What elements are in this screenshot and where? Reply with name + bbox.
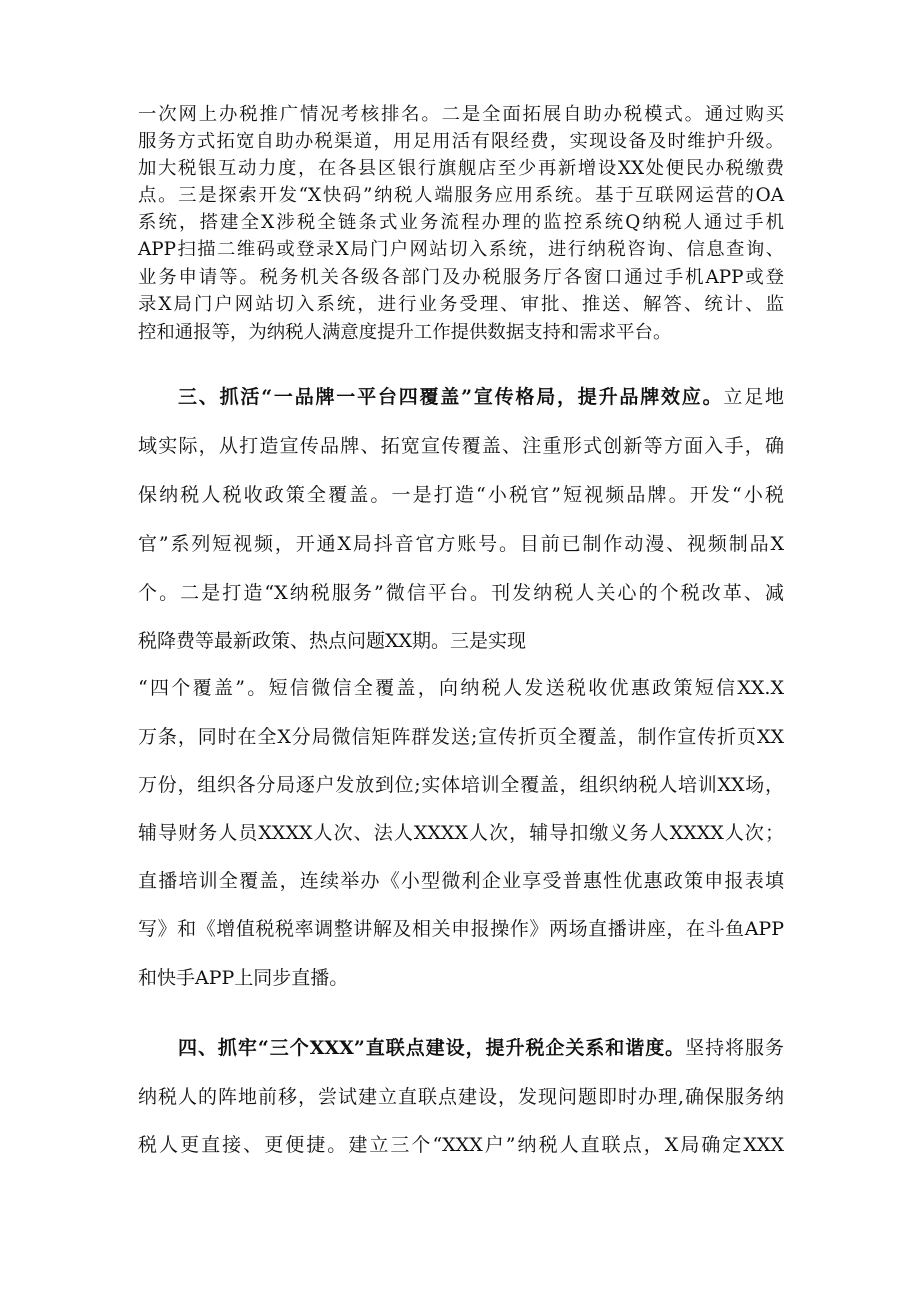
text-line: 和快手APP上同步直播。 <box>138 967 349 989</box>
section-4-heading: 四、抓牢“三个XXX”直联点建设，提升税企关系和谐度。 <box>178 1037 686 1059</box>
text-line: 一次网上办税推广情况考核排名。二是全面拓展自助办税模式。通过购买 <box>138 104 784 125</box>
text-line: 纳税人的阵地前移，尝试建立直联点建设，发现问题即时办理,确保服务纳 <box>138 1086 784 1108</box>
text-line: 税降费等最新政策、热点问题XX期。三是实现 <box>138 630 527 652</box>
text-line: 万条，同时在全X分局微信矩阵群发送;宣传折页全覆盖，制作宣传折页XX <box>138 726 784 748</box>
section-3-heading-tail: 立足地 <box>723 386 784 408</box>
text-line: 官”系列短视频，开通X局抖音官方账号。目前已制作动漫、视频制品X <box>138 533 784 555</box>
text-line: 系统，搭建全X涉税全链条式业务流程办理的监控系统Q纳税人通过手机 <box>138 212 784 233</box>
section-3-heading: 三、抓活“一品牌一平台四覆盖”宣传格局，提升品牌效应。 <box>178 386 724 408</box>
text-line: 保纳税人税收政策全覆盖。一是打造“小税官”短视频品牌。开发“小税 <box>138 484 784 506</box>
section-heading-line <box>178 1036 784 1060</box>
text-line: 服务方式拓宽自助办税渠道，用足用活有限经费，实现设备及时维护升级。 <box>138 131 784 152</box>
section-heading-line <box>178 385 784 409</box>
text-line: 加大税银互动力度，在各县区银行旗舰店至少再新增设XX处便民办税缴费 <box>138 158 784 179</box>
text-line: 税人更直接、更便捷。建立三个“XXX户”纳税人直联点，X局确定XXX <box>138 1134 784 1156</box>
text-line: 业务申请等。税务机关各级各部门及办税服务厅各窗口通过手机APP或登 <box>138 267 784 288</box>
text-line: 点。三是探索开发“X快码”纳税人端服务应用系统。基于互联网运营的OA <box>138 185 784 206</box>
text-line: “四个覆盖”。短信微信全覆盖，向纳税人发送税收优惠政策短信XX.X <box>138 677 784 699</box>
text-line: 录X局门户网站切入系统，进行业务受理、审批、推送、解答、统计、监 <box>138 294 784 315</box>
text-line: 辅导财务人员XXXX人次、法人XXXX人次，辅导扣缴义务人XXXX人次； <box>138 822 784 844</box>
text-line: 写》和《增值税税率调整讲解及相关申报操作》两场直播讲座，在斗鱼APP <box>138 918 784 940</box>
text-line: 个。二是打造“X纳税服务”微信平台。刊发纳税人关心的个税改革、减 <box>138 582 784 604</box>
text-line: 万份，组织各分局逐户发放到位;实体培训全覆盖，组织纳税人培训XX场， <box>138 774 784 796</box>
text-line: 域实际，从打造宣传品牌、拓宽宣传覆盖、注重形式创新等方面入手，确 <box>138 435 784 457</box>
text-line: 控和通报等，为纳税人满意度提升工作提供数据支持和需求平台。 <box>138 322 672 343</box>
text-line: APP扫描二维码或登录X局门户网站切入系统，进行纳税咨询、信息查询、 <box>138 239 784 260</box>
text-line: 直播培训全覆盖，连续举办《小型微利企业享受普惠性优惠政策申报表填 <box>138 870 784 892</box>
section-4-heading-tail: 坚持将服务 <box>685 1037 784 1059</box>
